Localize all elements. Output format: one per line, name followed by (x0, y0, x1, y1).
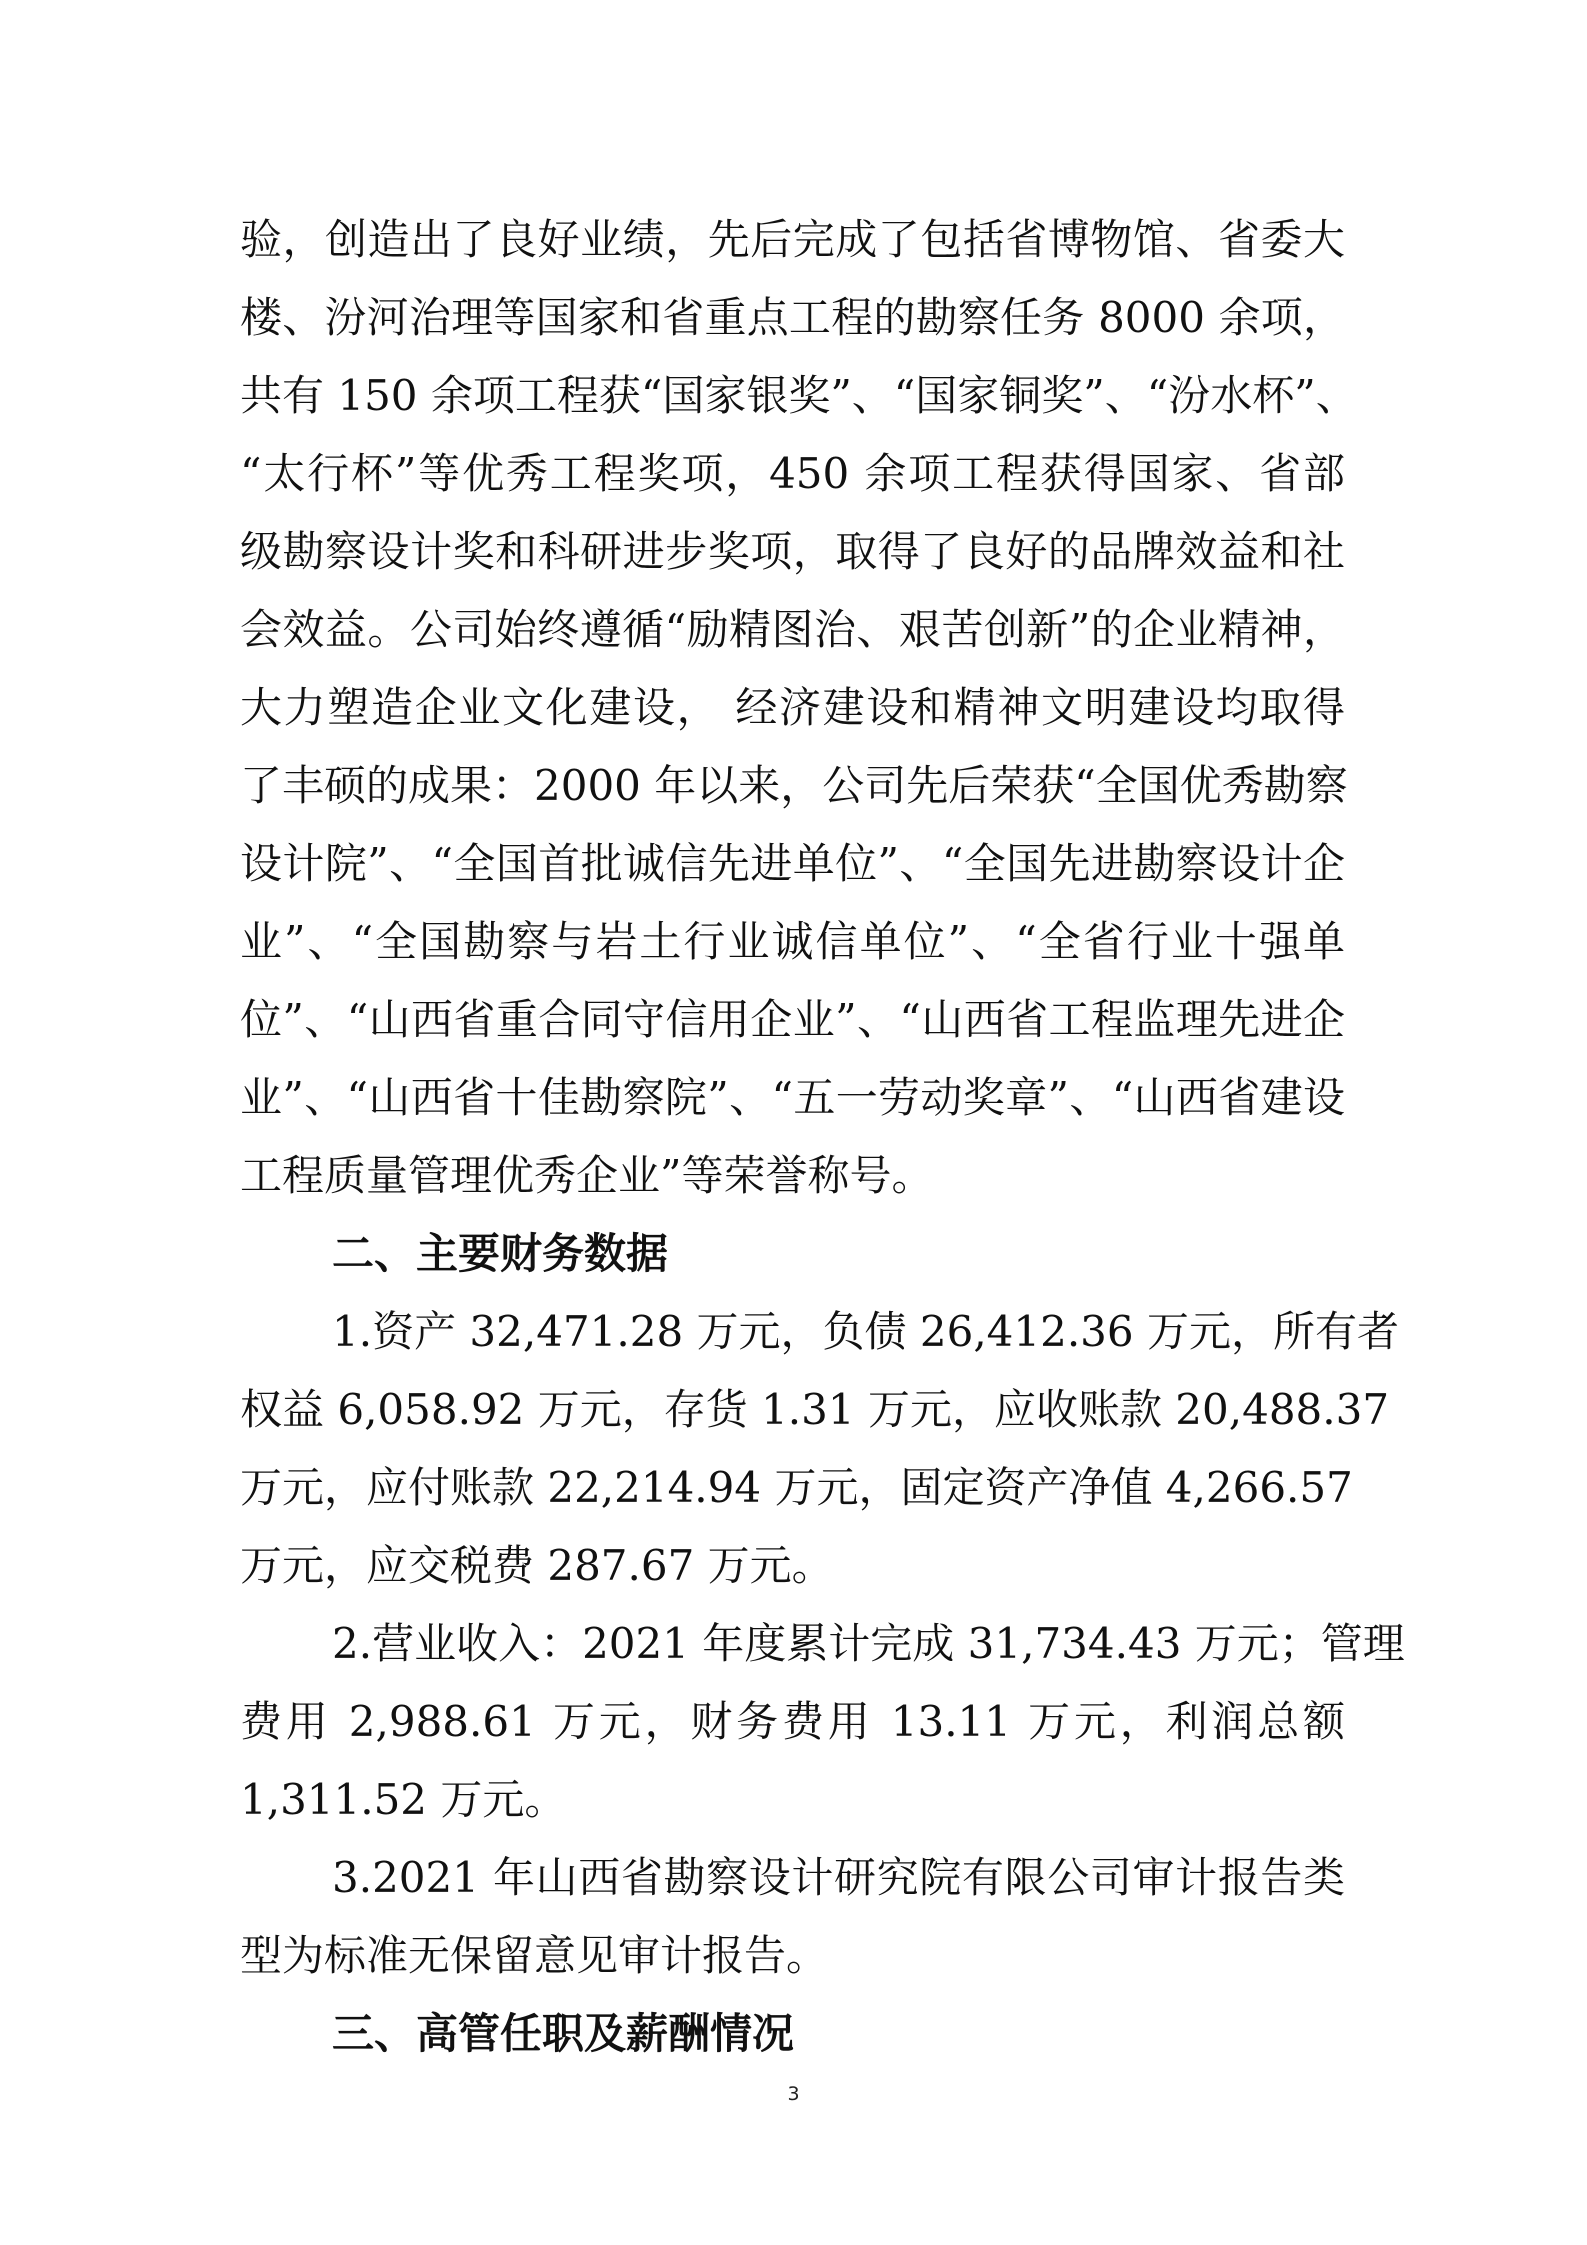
paragraph-line: 1.资产 32,471.28 万元，负债 26,412.36 万元，所有者 (332, 1307, 1399, 1356)
paragraph-line: 3.2021 年山西省勘察设计研究院有限公司审计报告类 (332, 1853, 1345, 1902)
paragraph-line: 设计院”、“全国首批诚信先进单位”、“全国先进勘察设计企 (240, 839, 1345, 888)
paragraph-intro-continued (240, 201, 1358, 1215)
paragraph-line: 费用 2,988.61 万元，财务费用 13.11 万元，利润总额 (240, 1697, 1345, 1746)
section-heading-executives: 三、高管任职及薪酬情况 (332, 2009, 795, 2058)
paragraph-line: 验，创造出了良好业绩，先后完成了包括省博物馆、省委大 (240, 215, 1345, 264)
paragraph-line: 位”、“山西省重合同守信用企业”、“山西省工程监理先进企 (240, 995, 1345, 1044)
paragraph-line: 了丰硕的成果：2000 年以来，公司先后荣获“全国优秀勘察 (240, 761, 1348, 810)
paragraph-line: 工程质量管理优秀企业”等荣誉称号。 (240, 1151, 934, 1200)
paragraph-line: 大力塑造企业文化建设， 经济建设和精神文明建设均取得 (240, 683, 1345, 732)
financial-item-2 (240, 1605, 1405, 1839)
paragraph-line: 万元，应付账款 22,214.94 万元，固定资产净值 4,266.57 (240, 1463, 1353, 1512)
page-number: 3 (787, 2083, 800, 2105)
section-heading-financial-data: 二、主要财务数据 (332, 1229, 669, 1278)
paragraph-line: 业”、“山西省十佳勘察院”、“五一劳动奖章”、“山西省建设 (240, 1073, 1345, 1122)
paragraph-line: 业”、“全国勘察与岩土行业诚信单位”、“全省行业十强单 (240, 917, 1345, 966)
paragraph-line: 1,311.52 万元。 (240, 1775, 567, 1824)
paragraph-line: 2.营业收入：2021 年度累计完成 31,734.43 万元；管理 (332, 1619, 1405, 1668)
financial-item-1 (240, 1293, 1399, 1605)
paragraph-line: 会效益。公司始终遵循“励精图治、艰苦创新”的企业精神， (240, 605, 1345, 654)
paragraph-line: 万元，应交税费 287.67 万元。 (240, 1541, 834, 1590)
paragraph-line: 级勘察设计奖和科研进步奖项，取得了良好的品牌效益和社 (240, 527, 1345, 576)
paragraph-line: 权益 6,058.92 万元，存货 1.31 万元，应收账款 20,488.37 (240, 1385, 1390, 1434)
paragraph-line: 共有 150 余项工程获“国家银奖”、“国家铜奖”、“汾水杯”、 (240, 371, 1358, 420)
financial-item-3 (240, 1839, 1345, 1995)
paragraph-line: 楼、汾河治理等国家和省重点工程的勘察任务 8000 余项， (240, 293, 1345, 342)
body-text (240, 201, 1405, 2073)
paragraph-line: “太行杯”等优秀工程奖项，450 余项工程获得国家、省部 (240, 449, 1345, 498)
paragraph-line: 型为标准无保留意见审计报告。 (240, 1931, 829, 1980)
